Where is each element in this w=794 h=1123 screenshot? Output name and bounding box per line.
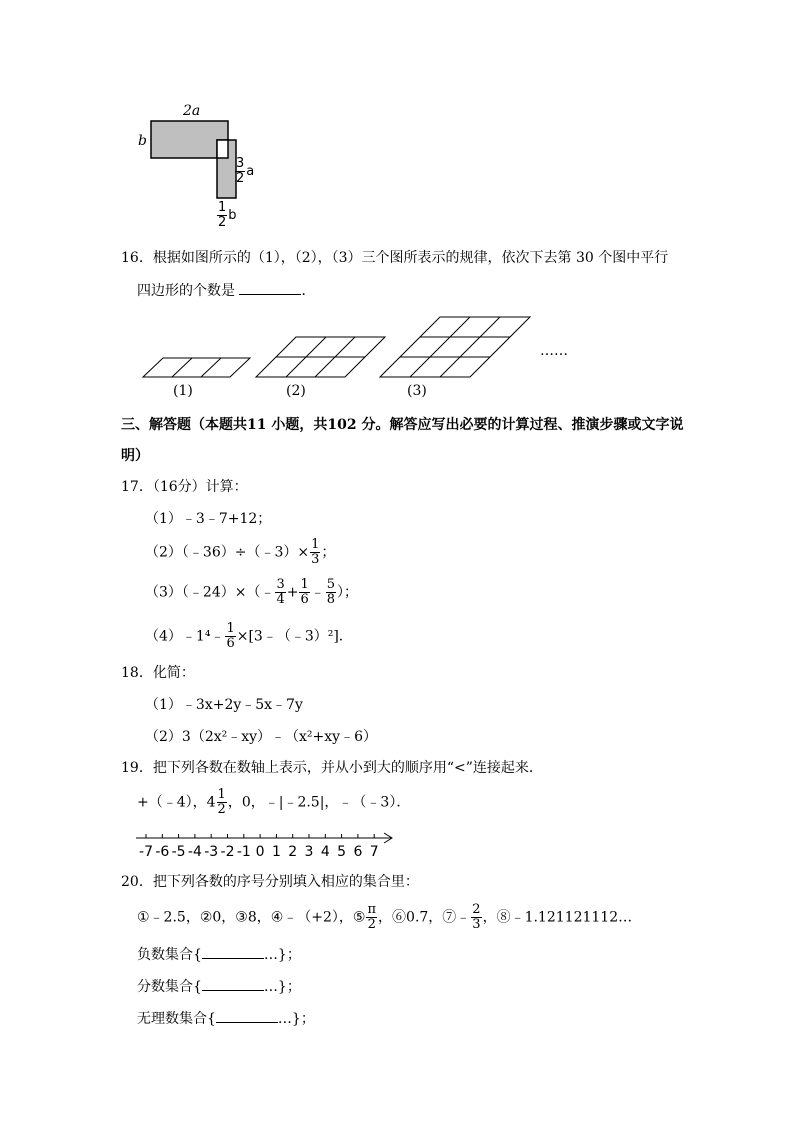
tick-label: 0 [255,844,265,860]
figure-2 [256,337,385,377]
tick-label: -1 [236,844,251,860]
fig-label-3: (3) [407,383,427,399]
set-fraction: 分数集合{ …}； [137,979,301,995]
tick-label: 3 [304,844,314,860]
answer-blank[interactable] [239,282,301,295]
blank-negative[interactable] [202,946,264,959]
parallelogram-figures [130,310,570,385]
tick-label: -3 [204,844,219,860]
q20-items: ①﹣2.5，②0，③8，④﹣（+2），⑤ $\frac{\pi}{2}$ ，⑥0.7，⑦﹣ $\frac{2}{3}$ ，⑧﹣1.121121112… [137,902,633,932]
tick-label: 2 [288,844,298,860]
set-irrational: 无理数集合{ …}； [137,1011,315,1027]
tick-label: -5 [171,844,186,860]
q18-title: 18．化简： [121,665,195,681]
tick-label: -4 [187,844,202,860]
q19-title: 19．把下列各数在数轴上表示，并从小到大的顺序用“<”连接起来． [121,760,543,776]
figure-1 [143,358,250,377]
set-negative: 负数集合{ …}； [137,947,301,963]
label-3-2-a: $\frac{3}{2}$ a [236,156,255,186]
q18-part1: （1）﹣3x+2y﹣5x﹣7y [145,697,303,713]
tick-label: -6 [155,844,170,860]
label-1-2-b: $\frac{1}{2}$ b [218,200,237,230]
fig-label-2: (2) [286,383,306,399]
tick-label: 7 [369,844,379,860]
q17-part4: （4）﹣1⁴﹣ $\frac{1}{6}$ ×[3﹣（﹣3）²]． [145,621,353,651]
fig-label-1: (1) [173,383,193,399]
q17-part2: （2）（﹣36）÷（﹣3）× $\frac{1}{3}$ ； [145,537,336,567]
label-2a: 2a [183,103,201,119]
label-b: b [138,133,147,149]
tick-label: 1 [271,844,281,860]
section3-line1: 三、解答题（本题共11 小题，共102 分。解答应写出必要的计算过程、推演步骤或文字说 [121,417,684,433]
q16-line2: 四边形的个数是 ． [137,283,316,299]
tick-label: -7 [139,844,153,860]
q19-numbers: +（﹣4），4 $\frac{1}{2}$ ，0，﹣|﹣2.5|，﹣（﹣3）． [137,787,411,817]
rect-overlap [217,140,228,158]
q17-part1: （1）﹣3﹣7+12； [145,511,272,527]
number-line [130,826,400,866]
tick-label: -2 [220,844,235,860]
blank-irrational[interactable] [216,1010,278,1023]
section3-line2: 明） [121,448,149,464]
tick-label: 5 [337,844,347,860]
blank-fraction[interactable] [202,978,264,991]
tick-label: 6 [353,844,363,860]
figure-3 [380,317,530,377]
q17-title: 17．（16分）计算： [121,479,248,495]
tick-label: 4 [320,844,330,860]
q18-part2: （2）3（2x²﹣xy）﹣（x²+xy﹣6） [145,729,377,745]
q16-line1: 16．根据如图所示的（1），（2），（3）三个图所表示的规律，依次下去第 30 个图中平行 [121,250,669,266]
q20-title: 20．把下列各数的序号分别填入相应的集合里： [121,874,419,890]
ellipsis: …… [540,343,568,359]
q17-part3: （3）（﹣24）×（﹣ $\frac{3}{4}$ + $\frac{1}{6}$ ﹣ $\frac{5}{8}$ ）； [145,577,359,607]
